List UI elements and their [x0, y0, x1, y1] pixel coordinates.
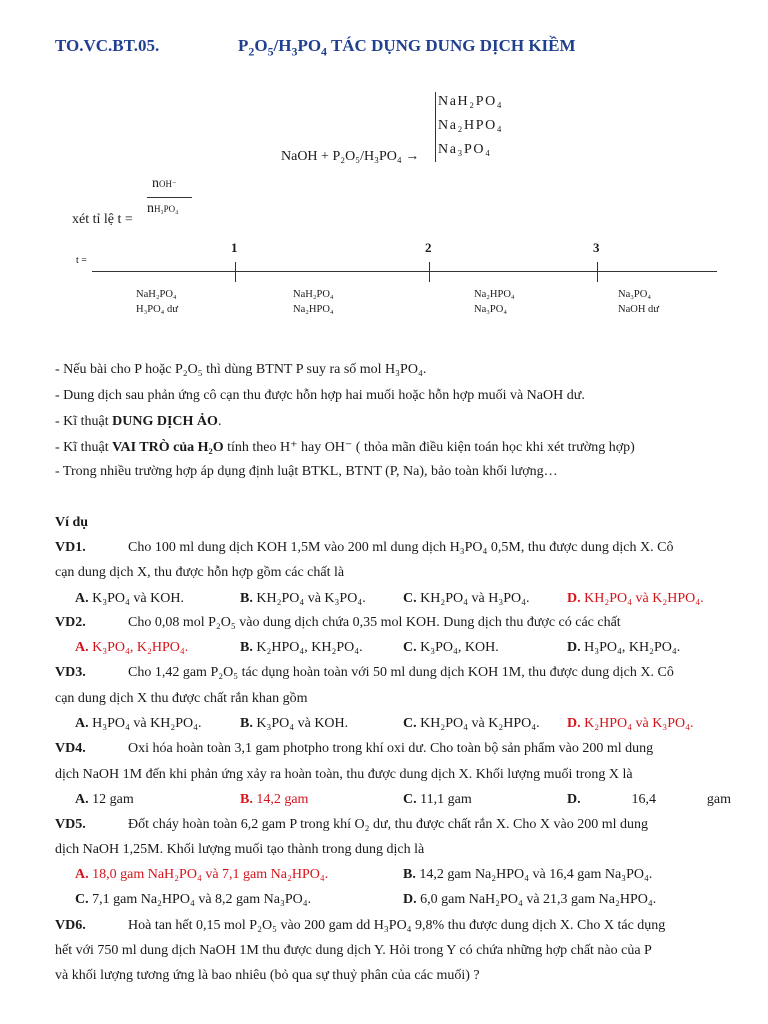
vd4-id: VD4.: [55, 741, 86, 756]
axis-label: t =: [76, 255, 87, 266]
examples-title: Ví dụ: [55, 515, 89, 530]
product-bracket: [435, 92, 436, 162]
ratio-label: xét tỉ lệ t =: [72, 212, 133, 227]
tick-3: [597, 262, 598, 282]
ratio-numerator: nOH⁻: [152, 176, 177, 191]
tick-1: [235, 262, 236, 282]
vd4-option-b: B. 14,2 gam: [240, 792, 309, 807]
tick-label-3: 3: [593, 240, 600, 255]
reaction-left: NaOH + P₂O₅/H₃PO₄ →: [281, 149, 420, 164]
vd3-id: VD3.: [55, 665, 86, 680]
vd5-line2: dịch NaOH 1,25M. Khối lượng muối tạo thành trong dung dịch là: [55, 842, 425, 857]
note-2: - Dung dịch sau phản ứng cô cạn thu được hỗn hợp hai muối hoặc hỗn hợp muối và NaOH dư.: [55, 388, 585, 403]
tick-label-2: 2: [425, 240, 432, 255]
product-list: [438, 90, 503, 162]
product-item: Na₃PO₄: [438, 142, 492, 157]
vd5-id: VD5.: [55, 817, 86, 832]
vd3-option-b: B. K₃PO₄ và KOH.: [240, 716, 349, 731]
vd3-line1: Cho 1,42 gam P₂O₅ tác dụng hoàn toàn với 50 ml dung dịch KOH 1M, thu được dung dịch X. Cô: [128, 665, 674, 680]
vd1-option-d: D. KH₂PO₄ và K₂HPO₄.: [567, 591, 704, 606]
page-title: $P_2O_5/H_3PO_4$ TÁC DỤNG DUNG DỊCH KIỀM: [238, 36, 576, 59]
vd1-option-a: A. K₃PO₄ và KOH.: [75, 591, 184, 606]
vd1-id: VD1.: [55, 540, 86, 555]
region-1: NaH₂PO₄ H₃PO₄ dư: [136, 289, 178, 315]
vd4-option-c: C. 11,1 gam: [403, 792, 472, 807]
vd5-option-d: D. 6,0 gam NaH₂PO₄ và 21,3 gam Na₂HPO₄.: [403, 892, 657, 907]
vd2-option-b: B. K₂HPO₄, KH₂PO₄.: [240, 640, 363, 655]
vd2-line1: Cho 0,08 mol P₂O₅ vào dung dịch chứa 0,35 mol KOH. Dung dịch thu được có các chất: [128, 615, 621, 630]
tick-2: [429, 262, 430, 282]
vd1-option-c: C. KH₂PO₄ và H₃PO₄.: [403, 591, 530, 606]
vd5-option-c: C. 7,1 gam Na₂HPO₄ và 8,2 gam Na₃PO₄.: [75, 892, 312, 907]
region-4: Na₃PO₄ NaOH dư: [618, 289, 659, 315]
document-code: TO.VC.BT.05.: [55, 36, 160, 55]
vd4-line2: dịch NaOH 1M đến khi phản ứng xảy ra hoàn toàn, thu được dung dịch X. Khối lượng muối trong X là: [55, 767, 633, 782]
product-item: NaH₂PO₄: [438, 94, 504, 109]
note-4: - Kĩ thuật VAI TRÒ của H₂O tính theo H⁺ hay OH⁻ ( thỏa mãn điều kiện toán học khi xét trường hợp): [55, 440, 635, 455]
vd2-option-d: D. H₃PO₄, KH₂PO₄.: [567, 640, 681, 655]
note-5: - Trong nhiều trường hợp áp dụng định luật BTKL, BTNT (P, Na), bảo toàn khối lượng…: [55, 464, 558, 479]
vd2-option-a: A. K₃PO₄, K₂HPO₄.: [75, 640, 189, 655]
product-item: Na₂HPO₄: [438, 118, 504, 133]
vd6-line2: hết với 750 ml dung dịch NaOH 1M thu được dung dịch Y. Hỏi trong Y có chứa những hợp chất nào của P: [55, 943, 652, 958]
vd3-line2: cạn dung dịch X thu được chất rắn khan gồm: [55, 691, 308, 706]
note-3: - Kĩ thuật DUNG DỊCH ẢO.: [55, 414, 222, 429]
vd5-line1: Đốt cháy hoàn toàn 6,2 gam P trong khí O₂ dư, thu được chất rắn X. Cho X vào 200 ml dung: [128, 817, 648, 832]
vd4-option-a: A. 12 gam: [75, 792, 134, 807]
fraction-bar: [147, 197, 192, 198]
region-3: Na₂HPO₄ Na₃PO₄: [474, 289, 515, 315]
number-line: [92, 271, 717, 272]
vd4-line1: Oxi hóa hoàn toàn 3,1 gam photpho trong khí oxi dư. Cho toàn bộ sản phẩm vào 200 ml dung: [128, 741, 654, 756]
vd6-line1: Hoà tan hết 0,15 mol P₂O₅ vào 200 gam dd H₃PO₄ 9,8% thu được dung dịch X. Cho X tác dụng: [128, 918, 666, 933]
vd5-option-a: A. 18,0 gam NaH₂PO₄ và 7,1 gam Na₂HPO₄.: [75, 867, 329, 882]
vd1-line1: Cho 100 ml dung dịch KOH 1,5M vào 200 ml dung dịch H₃PO₄ 0,5M, thu được dung dịch X. Cô: [128, 540, 674, 555]
vd1-line2: cạn dung dịch X, thu được hỗn hợp gồm các chất là: [55, 565, 345, 580]
vd3-option-a: A. H₃PO₄ và KH₂PO₄.: [75, 716, 202, 731]
note-1: - Nếu bài cho P hoặc P₂O₅ thì dùng BTNT P suy ra số mol H₃PO₄.: [55, 362, 427, 377]
vd1-option-b: B. KH₂PO₄ và K₃PO₄.: [240, 591, 366, 606]
vd2-option-c: C. K₃PO₄, KOH.: [403, 640, 499, 655]
vd6-id: VD6.: [55, 918, 86, 933]
vd3-option-c: C. KH₂PO₄ và K₂HPO₄.: [403, 716, 540, 731]
vd6-line3: và khối lượng tương ứng là bao nhiêu (bỏ qua sự thuỷ phân của các muối) ?: [55, 968, 480, 983]
tick-label-1: 1: [231, 240, 238, 255]
vd4-option-d: D. 16,4 gam: [567, 792, 731, 807]
vd3-option-d: D. K₂HPO₄ và K₃PO₄.: [567, 716, 694, 731]
ratio-denominator: nH₃PO₄: [147, 201, 179, 216]
vd2-id: VD2.: [55, 615, 86, 630]
vd5-option-b: B. 14,2 gam Na₂HPO₄ và 16,4 gam Na₃PO₄.: [403, 867, 653, 882]
region-2: NaH₂PO₄ Na₂HPO₄: [293, 289, 334, 315]
